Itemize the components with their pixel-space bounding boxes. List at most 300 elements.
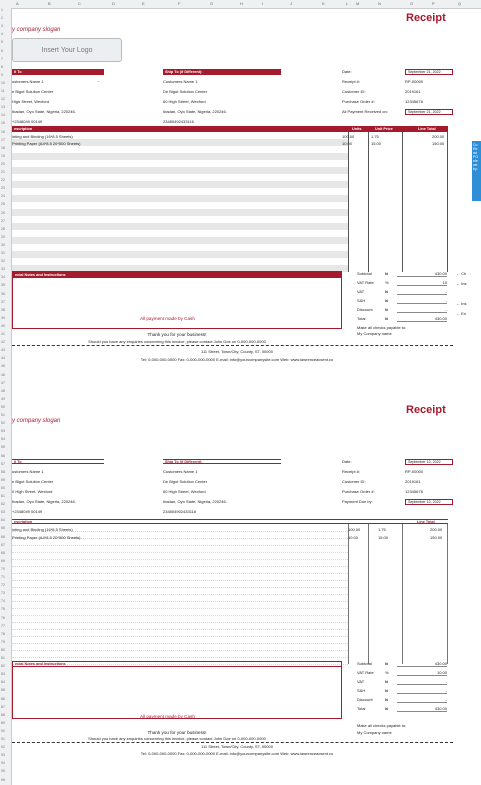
receipt-number[interactable]: RP-00000	[405, 469, 424, 474]
bill-line: +2348049 00149	[12, 119, 43, 124]
currency-symbol: ₦	[385, 697, 388, 702]
bill-line: 0 High Street, Wexford	[12, 489, 53, 494]
currency-symbol: ₦	[385, 307, 388, 312]
column-header-cell[interactable]: G	[210, 1, 214, 6]
row-header-cell[interactable]: 66	[1, 534, 5, 539]
row-header-cell[interactable]: 31	[1, 251, 5, 255]
row-header-cell[interactable]: 15	[1, 121, 5, 126]
row-header-cell[interactable]: 14	[1, 113, 5, 118]
row-header-cell[interactable]: 78	[1, 631, 5, 636]
row-header-cell[interactable]: 54	[1, 437, 5, 442]
company-name: My Company name	[357, 331, 392, 336]
summary-row	[357, 280, 453, 288]
ship-to-block	[163, 469, 227, 519]
summary-label: Total	[357, 316, 366, 321]
row-header-cell[interactable]: 73	[1, 591, 5, 596]
item-row-background	[12, 258, 348, 265]
column-header-cell[interactable]: B	[48, 1, 51, 6]
summary-row	[357, 688, 453, 696]
summary-value[interactable]: -	[397, 289, 447, 295]
meta-label: Customer ID:	[342, 89, 366, 94]
column-header-cell[interactable]: K	[322, 1, 325, 6]
side-note: ← Ins	[456, 301, 467, 306]
row-header-cell[interactable]: 32	[1, 259, 5, 264]
ship-line: De Bigot Solution Center	[163, 89, 208, 94]
column-header-bar	[0, 0, 481, 9]
item-row-background	[12, 209, 348, 216]
row-header-cell[interactable]: 2	[1, 16, 3, 21]
row-header-cell[interactable]: 38	[1, 307, 5, 312]
row-header-cell[interactable]: 23	[1, 186, 5, 191]
column-header-cell[interactable]: P	[432, 1, 435, 6]
enquiries-line: Should you have any enquiries concerning this invoice, please contact John Doe on 0-000-000-0000	[88, 736, 266, 741]
row-header-cell[interactable]: 6	[1, 48, 3, 53]
row-header-cell[interactable]: 3	[1, 24, 3, 29]
row-header-cell[interactable]: 95	[1, 769, 5, 774]
row-header-cell[interactable]: 57	[1, 461, 5, 466]
side-tab-line: ad	[473, 151, 477, 155]
row-header-bar	[0, 8, 12, 785]
row-header-cell[interactable]: 58	[1, 469, 5, 474]
item-units[interactable]: 10.00	[348, 535, 359, 540]
column-divider	[348, 524, 349, 664]
notes-header: ecial Notes and Instructions	[13, 662, 341, 667]
column-header-cell[interactable]: M	[356, 1, 360, 6]
column-header-cell[interactable]: L	[346, 1, 349, 6]
row-header-cell[interactable]: 28	[1, 226, 5, 231]
receipt-meta-values	[405, 69, 453, 115]
row-header-cell[interactable]: 10	[1, 80, 5, 85]
checks-payable-label: Make all checks payable to:	[357, 325, 407, 330]
item-unit-price[interactable]: 1.75	[378, 527, 386, 532]
item-description[interactable]: Printing Paper (A4*8.5 20*500 Sheets)	[12, 535, 81, 540]
summary-row	[357, 706, 453, 714]
row-header-cell[interactable]: 27	[1, 218, 5, 223]
item-row-background	[12, 251, 348, 258]
col-line-total: Line Total	[417, 520, 435, 524]
bill-line: +2348049 00149	[12, 509, 43, 514]
currency-symbol: ₦	[385, 316, 388, 321]
date-field[interactable]: September 10, 2022	[405, 459, 453, 465]
item-description[interactable]: inting and Binding (16*8.5 Sheets)	[12, 134, 73, 139]
summary-label: VAT Rate	[357, 670, 374, 675]
dropdown-chevron-icon[interactable]: ⌄	[97, 79, 101, 83]
bill-line: ustomers Name 1	[12, 79, 44, 84]
row-header-cell[interactable]: 64	[1, 518, 5, 523]
column-header-cell[interactable]: O	[410, 1, 414, 6]
company-slogan: y company slogan	[12, 418, 61, 424]
bill-line: e Bigot Solution Center	[12, 479, 54, 484]
col-line-total: Line Total	[418, 127, 436, 131]
row-header-cell[interactable]: 39	[1, 315, 5, 320]
currency-symbol: ₦	[385, 298, 388, 303]
ship-line: Customers Name 1	[163, 469, 198, 474]
contact-line: Tel: 0-000-000-0000 Fax: 0-000-000-0000 E-mail: info@yourcompanysite.com Web: www.lawrenceacsent.co	[140, 751, 334, 756]
meta-label: Date:	[342, 69, 352, 74]
summary-row	[357, 271, 453, 279]
summary-row	[357, 316, 453, 324]
row-header-cell[interactable]: 87	[1, 704, 5, 709]
address-line: 111 Street, Town/City, County, ST, 00000	[201, 349, 273, 354]
row-header-cell[interactable]: 42	[1, 340, 5, 345]
row-header-cell[interactable]: 96	[1, 777, 5, 782]
row-header-cell[interactable]: 11	[1, 89, 5, 93]
summary-value[interactable]: 10.00	[397, 670, 447, 676]
item-row-background	[12, 244, 348, 251]
column-divider	[402, 524, 403, 664]
item-unit-price[interactable]: 1.75	[371, 134, 379, 139]
row-header-cell[interactable]: 18	[1, 145, 5, 150]
row-header-cell[interactable]: 63	[1, 510, 5, 515]
row-header-cell[interactable]: 9	[1, 72, 3, 77]
row-header-cell[interactable]: 92	[1, 745, 5, 750]
summary-value[interactable]: -	[397, 307, 447, 313]
summary-value[interactable]: -	[397, 697, 447, 703]
contact-line: Tel: 0-000-000-0000 Fax: 0-000-000-0000 E-mail: info@yourcompanysite.com Web: www.lawrenceacsent.co	[140, 357, 334, 362]
item-line-total: 150.00	[432, 141, 445, 146]
address-line: 111 Street, Town/City, County, ST, 00000	[201, 744, 273, 749]
bill-to-header: ll To	[12, 459, 104, 464]
summary-label: Subtotal	[357, 271, 372, 276]
purchase-order[interactable]: 12345678	[405, 489, 423, 494]
row-header-cell[interactable]: 5	[1, 40, 3, 45]
payment-note: All payment made by Cash	[140, 316, 195, 321]
row-header-cell[interactable]: 44	[1, 356, 5, 361]
column-header-cell[interactable]: H	[240, 1, 243, 6]
enquiries-line: Should you have any enquiries concerning this invoice, please contact John Doe on 0-000-000-0000	[88, 339, 266, 344]
side-tab-line: we	[473, 163, 478, 167]
item-row-background	[12, 153, 348, 160]
summary-row	[357, 289, 453, 297]
row-header-cell[interactable]: 67	[1, 542, 5, 547]
row-header-cell[interactable]: 43	[1, 348, 5, 353]
summary-row	[357, 298, 453, 306]
customer-id[interactable]: 2019161	[405, 89, 421, 94]
row-header-cell[interactable]: 20	[1, 161, 5, 166]
row-header-cell[interactable]: 13	[1, 105, 5, 110]
column-divider	[348, 132, 349, 272]
row-header-cell[interactable]: 62	[1, 502, 5, 507]
column-header-cell[interactable]: E	[142, 1, 145, 6]
row-header-cell[interactable]: 75	[1, 607, 5, 612]
row-header-cell[interactable]: 69	[1, 558, 5, 563]
row-header-cell[interactable]: 60	[1, 485, 5, 490]
summary-value[interactable]: 430.00	[397, 706, 447, 712]
item-units[interactable]: 10.00	[342, 141, 353, 146]
thanks-message: Thank you for your business!	[147, 730, 207, 735]
row-header-cell[interactable]: 80	[1, 647, 5, 652]
payment-note: All payment made by Cash	[140, 714, 195, 719]
item-unit-price[interactable]: 15.00	[371, 141, 382, 146]
ship-line: 23480492433116	[163, 119, 194, 124]
item-row-background	[12, 216, 348, 223]
bill-to-header: ll To	[12, 69, 104, 75]
row-header-cell[interactable]: 52	[1, 421, 5, 426]
row-header-cell[interactable]: 59	[1, 477, 5, 482]
currency-symbol: ₦	[385, 289, 388, 294]
row-header-cell[interactable]: 8	[1, 64, 3, 69]
receipt-number[interactable]: RP-00000	[405, 79, 424, 84]
row-header-cell[interactable]: 22	[1, 178, 5, 183]
row-header-cell[interactable]: 93	[1, 753, 5, 758]
row-header-cell[interactable]: 36	[1, 291, 5, 296]
item-units[interactable]: 100.00	[342, 134, 355, 139]
item-row-background	[12, 146, 348, 153]
meta-label: Receipt #:	[342, 469, 361, 474]
meta-label: Receipt #:	[342, 79, 361, 84]
summary-label: S&H	[357, 298, 366, 303]
ship-line: De Bigot Solution Center	[163, 479, 208, 484]
summary-label: Total	[357, 706, 366, 711]
row-header-cell[interactable]: 21	[1, 170, 5, 174]
row-header-cell[interactable]: 33	[1, 267, 5, 272]
bill-line: e Bigot Solution Center	[12, 89, 54, 94]
row-header-cell[interactable]: 77	[1, 623, 5, 628]
checks-payable-label: Make all checks payable to:	[357, 723, 407, 728]
meta-label: Purchase Order #:	[342, 489, 375, 494]
col-description: escription	[14, 520, 33, 524]
payment-due-date[interactable]: September 10, 2022	[405, 499, 453, 505]
item-row-background	[12, 174, 348, 181]
side-comment-panel[interactable]	[472, 141, 481, 201]
col-units: Units	[352, 127, 362, 131]
receipt-meta-labels	[342, 69, 388, 119]
column-divider	[368, 132, 369, 272]
column-header-cell[interactable]: A	[16, 1, 19, 6]
row-header-cell[interactable]: 82	[1, 664, 5, 669]
row-header-cell[interactable]: 89	[1, 720, 5, 725]
summary-label: Subtotal	[357, 661, 372, 666]
ship-line: Ibadan, Oyo State, Nigeria, 220246.	[163, 109, 227, 114]
row-header-cell[interactable]: 45	[1, 364, 5, 369]
meta-label: Purchase Order #:	[342, 99, 375, 104]
side-tab-line: Co	[473, 143, 478, 147]
date-field[interactable]: September 21, 2022	[405, 69, 453, 75]
divider-line	[12, 345, 453, 346]
side-note	[456, 291, 466, 301]
row-header-cell[interactable]: 88	[1, 712, 5, 717]
items-table-body[interactable]	[12, 524, 448, 664]
customer-id[interactable]: 2019161	[405, 479, 421, 484]
bill-line: Ibadan, Oyo State, Nigeria, 220246.	[12, 499, 76, 504]
row-header-cell[interactable]: 49	[1, 396, 5, 401]
col-unit-price: Unit Price	[375, 127, 393, 131]
summary-label: VAT	[357, 289, 365, 294]
summary-value[interactable]: -	[397, 688, 447, 694]
row-header-cell[interactable]: 25	[1, 202, 5, 207]
company-slogan: y company slogan	[12, 27, 61, 33]
row-header-cell[interactable]: 81	[1, 656, 5, 660]
currency-symbol: %	[385, 280, 389, 285]
summary-label: VAT Rate	[357, 280, 374, 285]
currency-symbol: %	[385, 670, 389, 675]
currency-symbol: ₦	[385, 679, 388, 684]
side-note: ← Ch	[456, 271, 467, 276]
row-header-cell[interactable]: 83	[1, 672, 5, 677]
column-header-cell[interactable]: J	[290, 1, 292, 6]
meta-label: Payment Due by:	[342, 499, 373, 504]
items-table-body[interactable]	[12, 132, 448, 272]
row-header-cell[interactable]: 4	[1, 32, 3, 37]
summary-row	[357, 307, 453, 315]
ship-line: 234804902433116	[163, 509, 197, 514]
row-header-cell[interactable]: 7	[1, 56, 3, 61]
payment-received-date[interactable]: September 21, 2022	[405, 109, 453, 115]
row-header-cell[interactable]: 71	[1, 575, 5, 579]
row-header-cell[interactable]: 76	[1, 615, 5, 620]
meta-label: Date:	[342, 459, 352, 464]
row-header-cell[interactable]: 68	[1, 550, 5, 555]
receipt-meta-labels	[342, 459, 375, 509]
row-header-cell[interactable]: 90	[1, 728, 5, 733]
item-unit-price[interactable]: 15.00	[378, 535, 389, 540]
bill-line: High Street, Wexford	[12, 99, 50, 104]
summary-value[interactable]: -	[397, 679, 447, 685]
row-header-cell[interactable]: 30	[1, 242, 5, 247]
row-header-cell[interactable]: 24	[1, 194, 5, 199]
row-header-cell[interactable]: 53	[1, 429, 5, 434]
row-header-cell[interactable]: 61	[1, 494, 5, 498]
summary-value[interactable]: 430.00	[397, 271, 447, 277]
column-header-cell[interactable]: C	[78, 1, 81, 6]
row-header-cell[interactable]: 79	[1, 639, 5, 644]
receipt-title: Receipt	[406, 12, 446, 24]
row-header-cell[interactable]: 72	[1, 583, 5, 588]
row-header-cell[interactable]: 94	[1, 761, 5, 766]
item-description[interactable]: inting and Binding (16*8.5 Sheets)	[12, 527, 73, 532]
item-row-background	[12, 202, 348, 209]
side-note: ← En	[456, 311, 467, 316]
row-header-cell[interactable]: 56	[1, 453, 5, 458]
ship-line: Ibadan, Oyo State, Nigeria, 220246.	[163, 499, 227, 504]
currency-symbol: ₦	[385, 661, 388, 666]
item-row-background	[12, 160, 348, 167]
summary-value[interactable]: -	[397, 298, 447, 304]
column-divider	[447, 524, 448, 664]
side-note: ← Ins	[456, 281, 467, 286]
item-row-background	[12, 167, 348, 174]
meta-label: All Payment Received on:	[342, 109, 388, 114]
side-notes	[456, 271, 466, 321]
ship-line: Customers Name 1	[163, 79, 198, 84]
purchase-order[interactable]: 12345678	[405, 99, 423, 104]
company-name: My Company name	[357, 730, 392, 735]
summary-label: S&H	[357, 688, 366, 693]
row-header-cell[interactable]: 41	[1, 332, 5, 336]
row-header-cell[interactable]: 12	[1, 97, 5, 102]
column-header-cell[interactable]: Q	[458, 1, 462, 6]
currency-symbol: ₦	[385, 706, 388, 711]
row-header-cell[interactable]: 19	[1, 153, 5, 158]
item-row-background	[12, 181, 348, 188]
column-divider	[368, 524, 369, 664]
summary-row	[357, 670, 453, 678]
ship-line: 60 High Street, Wexford	[163, 99, 206, 104]
row-header-cell[interactable]: 74	[1, 599, 5, 604]
row-header-cell[interactable]: 50	[1, 404, 5, 409]
item-row-background	[12, 237, 348, 244]
column-header-cell[interactable]: N	[378, 1, 381, 6]
column-header-cell[interactable]: D	[112, 1, 115, 6]
bill-to-block	[12, 79, 76, 129]
row-header-cell[interactable]: 55	[1, 445, 5, 450]
column-divider	[402, 132, 403, 272]
row-header-cell[interactable]: 70	[1, 566, 5, 571]
row-header-cell[interactable]: 16	[1, 129, 5, 134]
item-row-background	[12, 195, 348, 202]
meta-label: Customer ID:	[342, 479, 366, 484]
row-header-cell[interactable]: 17	[1, 137, 5, 142]
item-description[interactable]: Printing Paper (A4*8.5 20*500 Sheets)	[12, 141, 81, 146]
ship-to-block	[163, 79, 227, 129]
row-header-cell[interactable]: 35	[1, 283, 5, 288]
item-line-total: 150.00	[430, 535, 443, 540]
row-header-cell[interactable]: 37	[1, 299, 5, 304]
logo-placeholder[interactable]: Insert Your Logo	[12, 38, 122, 62]
side-tab-line: by:	[473, 167, 478, 171]
summary-value[interactable]: 430.00	[397, 661, 447, 667]
divider-line	[12, 742, 453, 743]
summary-row	[357, 661, 453, 669]
summary-value[interactable]: 430.00	[397, 316, 447, 322]
row-header-cell[interactable]: 29	[1, 234, 5, 239]
row-header-cell[interactable]: 85	[1, 688, 5, 693]
summary-row	[357, 679, 453, 687]
item-line-total: 200.00	[430, 527, 443, 532]
summary-value[interactable]: 10	[397, 280, 447, 286]
summary-label: Discount	[357, 307, 373, 312]
bill-to-block	[12, 469, 76, 519]
item-line-total: 200.00	[432, 134, 445, 139]
currency-symbol: ₦	[385, 271, 388, 276]
summary-row	[357, 697, 453, 705]
currency-symbol: ₦	[385, 688, 388, 693]
column-divider	[447, 132, 448, 272]
bill-line: ustomers Name 1	[12, 469, 44, 474]
row-header-cell[interactable]: 91	[1, 737, 5, 741]
column-header-cell[interactable]: F	[178, 1, 181, 6]
row-header-cell[interactable]: 65	[1, 526, 5, 531]
row-header-cell[interactable]: 47	[1, 380, 5, 385]
notes-box[interactable]	[12, 661, 342, 719]
item-row-background	[12, 230, 348, 237]
item-row-background	[12, 223, 348, 230]
ship-to-header: Ship To (if Different):	[163, 459, 281, 464]
side-tab-line: Re	[473, 147, 478, 151]
item-row-background	[12, 188, 348, 195]
side-tab-line: ele	[473, 159, 478, 163]
row-header-cell[interactable]: 40	[1, 323, 5, 328]
row-header-cell[interactable]: 48	[1, 388, 5, 393]
row-header-cell[interactable]: 34	[1, 275, 5, 280]
row-header-cell[interactable]: 84	[1, 680, 5, 685]
spreadsheet-grid[interactable]	[12, 9, 481, 785]
row-header-cell[interactable]: 26	[1, 210, 5, 215]
row-header-cell[interactable]: 51	[1, 413, 5, 417]
side-tab-line: PO	[473, 155, 479, 159]
column-header-cell[interactable]: I	[262, 1, 264, 6]
ship-line: 60 High Street, Wexford	[163, 489, 206, 494]
summary-label: Discount	[357, 697, 373, 702]
item-units[interactable]: 100.00	[348, 527, 361, 532]
summary-label: VAT	[357, 679, 365, 684]
ship-to-header: Ship To (if Different):	[163, 69, 281, 75]
row-header-cell[interactable]: 1	[1, 8, 3, 12]
row-header-cell[interactable]: 46	[1, 372, 5, 377]
receipt-meta-values	[405, 459, 453, 505]
row-header-cell[interactable]: 86	[1, 696, 5, 701]
thanks-message: Thank you for your business!	[147, 332, 207, 337]
